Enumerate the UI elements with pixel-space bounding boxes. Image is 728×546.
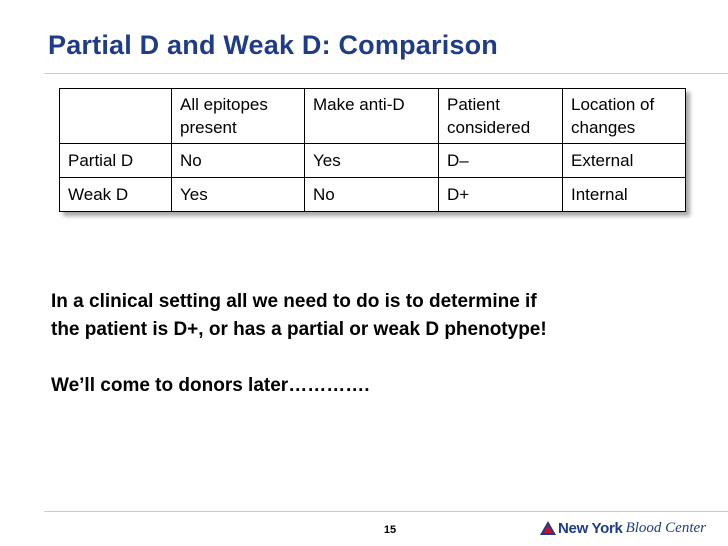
header-cell-empty [60, 89, 172, 144]
table-row-weak-d [60, 178, 686, 212]
body-text [51, 288, 547, 400]
table-cell: D+ [439, 178, 563, 212]
table-cell: Weak D [60, 178, 172, 212]
logo-text-script: Blood Center [625, 519, 706, 536]
title-divider [44, 73, 728, 74]
table-cell: D– [439, 144, 563, 178]
table-cell: No [172, 144, 305, 178]
body-line: the patient is D+, or has a partial or weak D phenotype! [51, 319, 547, 340]
table-cell: Internal [563, 178, 686, 212]
body-line: We’ll come to donors later…………. [51, 375, 370, 396]
header-cell-all-epitopes: All epitopes present [172, 89, 305, 144]
footer-divider [44, 511, 728, 512]
new-york-blood-center-logo [540, 518, 706, 538]
header-cell-location: Location of changes [563, 89, 686, 144]
header-cell-patient-considered: Patient considered [439, 89, 563, 144]
table-cell: Partial D [60, 144, 172, 178]
table-header-row [60, 89, 686, 144]
comparison-table [59, 88, 686, 212]
table-cell: External [563, 144, 686, 178]
header-cell-make-anti-d: Make anti-D [305, 89, 439, 144]
slide-title: Partial D and Weak D: Comparison [48, 30, 499, 60]
table-cell: No [305, 178, 439, 212]
table-row-partial-d [60, 144, 686, 178]
page-number: 15 [383, 524, 397, 536]
table-cell: Yes [305, 144, 439, 178]
table-cell: Yes [172, 178, 305, 212]
body-line: In a clinical setting all we need to do is to determine if [51, 291, 537, 312]
triangle-drop-icon [540, 521, 556, 535]
logo-text-bold: New York [558, 519, 623, 537]
